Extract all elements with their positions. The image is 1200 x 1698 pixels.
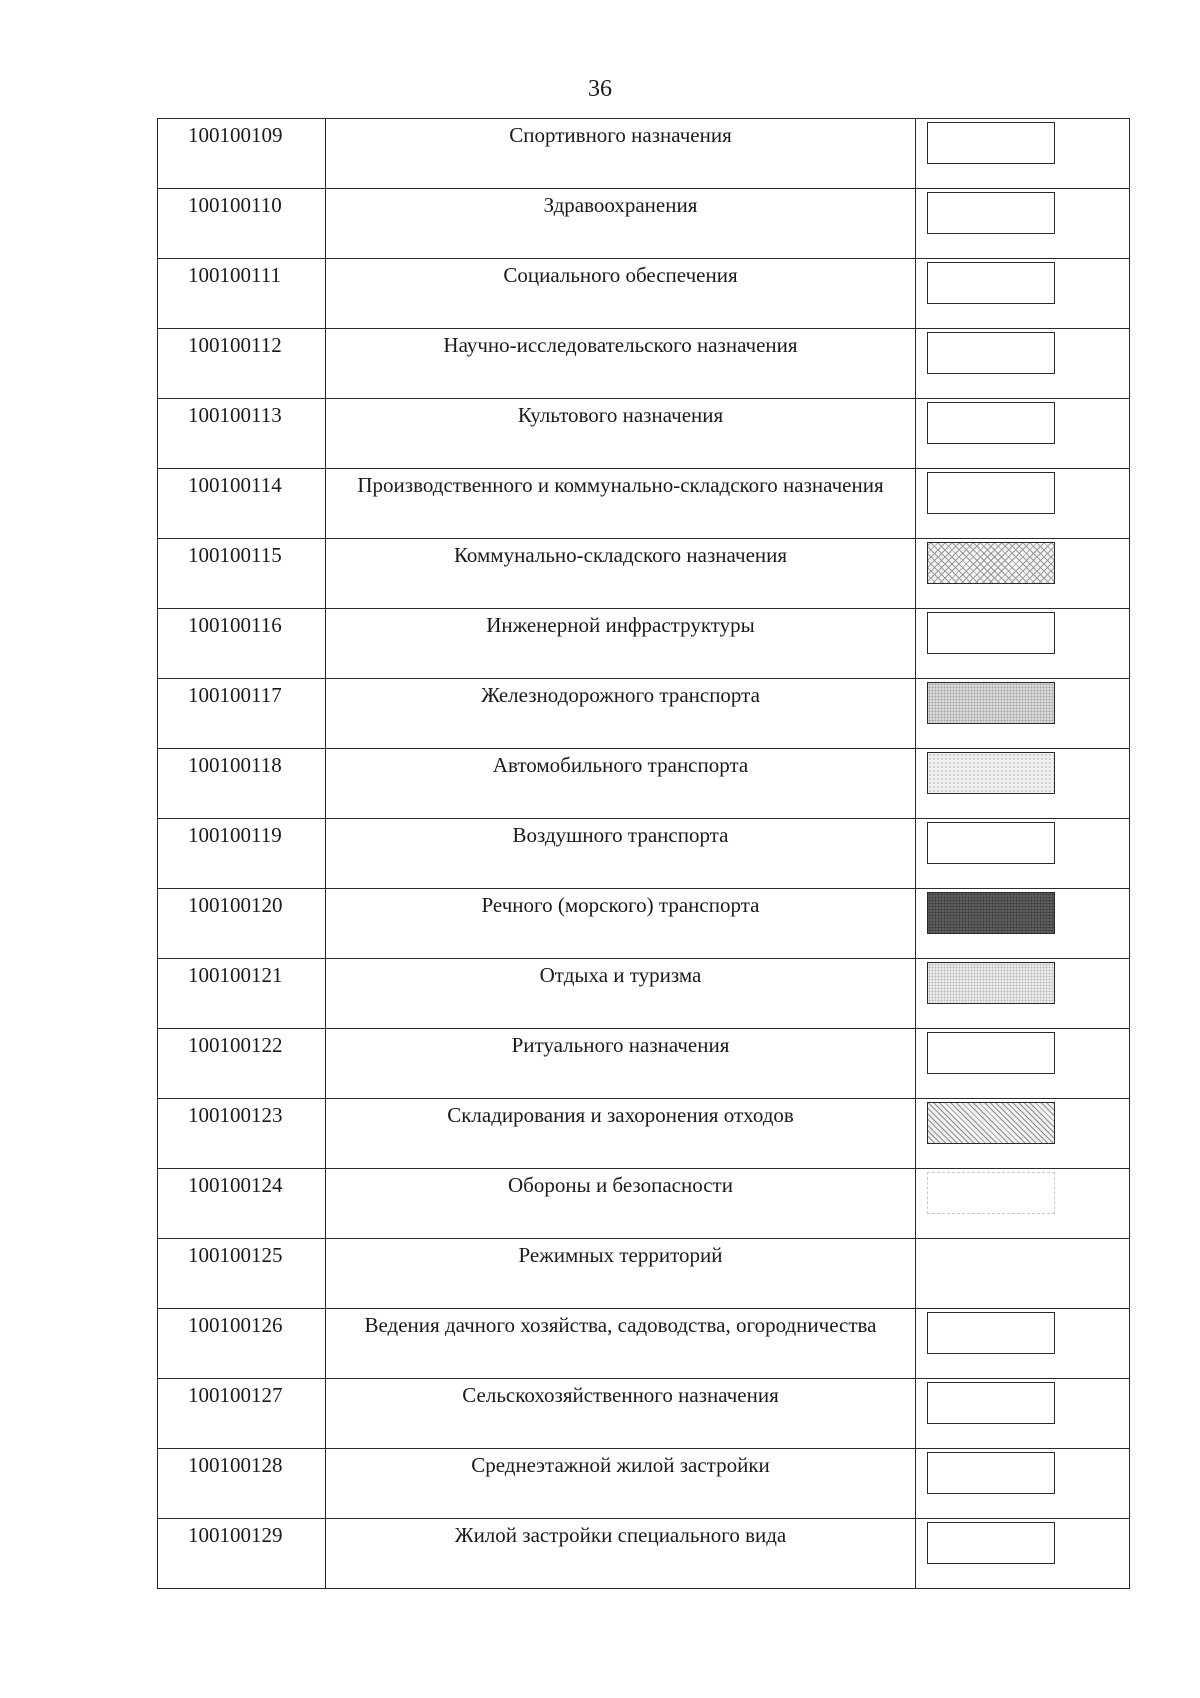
legend-row xyxy=(158,539,1130,609)
legend-row xyxy=(158,329,1130,399)
code-cell: 100100121 xyxy=(158,959,326,1029)
code-cell: 100100117 xyxy=(158,679,326,749)
legend-swatch xyxy=(927,1312,1055,1354)
name-cell: Спортивного назначения xyxy=(326,119,916,189)
code-cell: 100100114 xyxy=(158,469,326,539)
code-cell: 100100112 xyxy=(158,329,326,399)
legend-swatch xyxy=(927,192,1055,234)
name-cell: Культового назначения xyxy=(326,399,916,469)
code-cell: 100100123 xyxy=(158,1099,326,1169)
code-cell: 100100113 xyxy=(158,399,326,469)
legend-row xyxy=(158,1449,1130,1519)
name-cell: Здравоохранения xyxy=(326,189,916,259)
swatch-cell xyxy=(916,1099,1130,1169)
swatch-cell xyxy=(916,539,1130,609)
name-cell: Инженерной инфраструктуры xyxy=(326,609,916,679)
swatch-cell xyxy=(916,889,1130,959)
swatch-cell xyxy=(916,329,1130,399)
code-cell: 100100116 xyxy=(158,609,326,679)
swatch-cell xyxy=(916,959,1130,1029)
name-cell: Воздушного транспорта xyxy=(326,819,916,889)
legend-swatch xyxy=(927,822,1055,864)
name-cell: Жилой застройки специального вида xyxy=(326,1519,916,1589)
legend-swatch xyxy=(927,1522,1055,1564)
legend-row xyxy=(158,1379,1130,1449)
code-cell: 100100125 xyxy=(158,1239,326,1309)
legend-swatch xyxy=(927,1172,1055,1214)
legend-row xyxy=(158,1309,1130,1379)
swatch-cell xyxy=(916,819,1130,889)
code-cell: 100100115 xyxy=(158,539,326,609)
swatch-cell xyxy=(916,1029,1130,1099)
name-cell: Режимных территорий xyxy=(326,1239,916,1309)
name-cell: Речного (морского) транспорта xyxy=(326,889,916,959)
legend-swatch xyxy=(927,122,1055,164)
code-cell: 100100128 xyxy=(158,1449,326,1519)
swatch-cell xyxy=(916,1519,1130,1589)
legend-swatch xyxy=(927,1382,1055,1424)
name-cell: Производственного и коммунально-складского назначения xyxy=(326,469,916,539)
name-cell: Сельскохозяйственного назначения xyxy=(326,1379,916,1449)
name-cell: Отдыха и туризма xyxy=(326,959,916,1029)
legend-row xyxy=(158,119,1130,189)
legend-swatch xyxy=(927,962,1055,1004)
legend-row xyxy=(158,1519,1130,1589)
swatch-cell xyxy=(916,1309,1130,1379)
legend-swatch xyxy=(927,1242,1055,1284)
name-cell: Обороны и безопасности xyxy=(326,1169,916,1239)
code-cell: 100100109 xyxy=(158,119,326,189)
swatch-cell xyxy=(916,1169,1130,1239)
swatch-cell xyxy=(916,259,1130,329)
swatch-cell xyxy=(916,609,1130,679)
legend-swatch xyxy=(927,892,1055,934)
legend-swatch xyxy=(927,402,1055,444)
swatch-cell xyxy=(916,119,1130,189)
swatch-cell xyxy=(916,749,1130,819)
legend-swatch xyxy=(927,1032,1055,1074)
legend-row xyxy=(158,1169,1130,1239)
legend-swatch xyxy=(927,472,1055,514)
code-cell: 100100124 xyxy=(158,1169,326,1239)
swatch-cell xyxy=(916,679,1130,749)
name-cell: Складирования и захоронения отходов xyxy=(326,1099,916,1169)
legend-swatch xyxy=(927,682,1055,724)
legend-swatch xyxy=(927,1452,1055,1494)
code-cell: 100100110 xyxy=(158,189,326,259)
swatch-cell xyxy=(916,189,1130,259)
name-cell: Научно-исследовательского назначения xyxy=(326,329,916,399)
legend-table-body xyxy=(158,119,1130,1589)
legend-row xyxy=(158,819,1130,889)
name-cell: Коммунально-складского назначения xyxy=(326,539,916,609)
code-cell: 100100120 xyxy=(158,889,326,959)
legend-row xyxy=(158,259,1130,329)
legend-row xyxy=(158,889,1130,959)
legend-row xyxy=(158,749,1130,819)
swatch-cell xyxy=(916,1239,1130,1309)
legend-swatch xyxy=(927,752,1055,794)
name-cell: Ведения дачного хозяйства, садоводства, огородничества xyxy=(326,1309,916,1379)
code-cell: 100100127 xyxy=(158,1379,326,1449)
swatch-cell xyxy=(916,469,1130,539)
legend-row xyxy=(158,959,1130,1029)
code-cell: 100100129 xyxy=(158,1519,326,1589)
code-cell: 100100119 xyxy=(158,819,326,889)
swatch-cell xyxy=(916,1379,1130,1449)
legend-row xyxy=(158,399,1130,469)
legend-row xyxy=(158,609,1130,679)
code-cell: 100100118 xyxy=(158,749,326,819)
name-cell: Ритуального назначения xyxy=(326,1029,916,1099)
legend-row xyxy=(158,469,1130,539)
legend-swatch xyxy=(927,262,1055,304)
swatch-cell xyxy=(916,399,1130,469)
name-cell: Железнодорожного транспорта xyxy=(326,679,916,749)
name-cell: Среднеэтажной жилой застройки xyxy=(326,1449,916,1519)
name-cell: Автомобильного транспорта xyxy=(326,749,916,819)
legend-swatch xyxy=(927,612,1055,654)
name-cell: Социального обеспечения xyxy=(326,259,916,329)
code-cell: 100100111 xyxy=(158,259,326,329)
legend-row xyxy=(158,679,1130,749)
legend-swatch xyxy=(927,542,1055,584)
legend-table xyxy=(157,118,1130,1589)
code-cell: 100100122 xyxy=(158,1029,326,1099)
legend-row xyxy=(158,1029,1130,1099)
code-cell: 100100126 xyxy=(158,1309,326,1379)
legend-row xyxy=(158,1239,1130,1309)
legend-swatch xyxy=(927,1102,1055,1144)
legend-row xyxy=(158,1099,1130,1169)
page-number: 36 xyxy=(588,76,612,102)
swatch-cell xyxy=(916,1449,1130,1519)
legend-row xyxy=(158,189,1130,259)
legend-swatch xyxy=(927,332,1055,374)
